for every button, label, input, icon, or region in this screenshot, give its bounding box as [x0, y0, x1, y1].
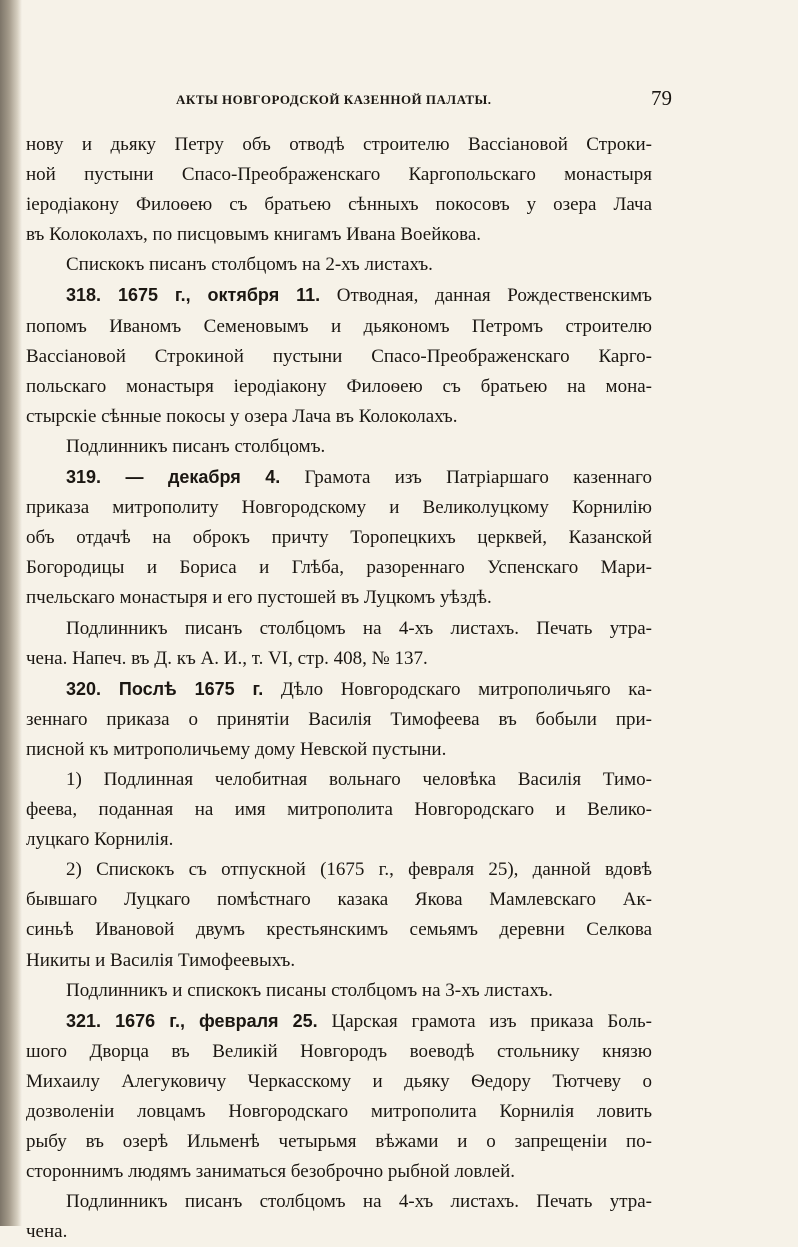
line-text: попомъ Иваномъ Семеновымъ и дьякономъ Петромъ строителю — [26, 315, 652, 337]
text-line — [26, 915, 652, 945]
entry-heading: 318. 1675 г., октября 11. — [66, 285, 321, 306]
page-header — [176, 86, 672, 118]
line-text: бывшаго Луцкаго помѣстнаго казака Якова Мамлевскаго Ак- — [26, 889, 652, 911]
text-line — [26, 553, 652, 583]
line-text: феева, поданная на имя митрополита Новгородскаго и Велико- — [26, 799, 652, 821]
line-text: зеннаго приказа о принятіи Василія Тимофеева въ бобыли при- — [26, 708, 652, 730]
text-line — [26, 614, 652, 644]
text-line — [26, 1097, 652, 1127]
entry-heading: 321. 1676 г., февраля 25. — [66, 1010, 318, 1031]
text-line — [26, 1037, 652, 1067]
text-line — [26, 402, 652, 432]
text-line — [26, 1127, 652, 1157]
text-line — [26, 946, 652, 976]
text-line — [26, 1217, 652, 1247]
line-text: Подлинникъ писанъ столбцомъ на 4-хъ листахъ. Печать утра- — [66, 1191, 652, 1213]
line-text: шого Дворца въ Великій Новгородъ воеводѣ стольнику князю — [26, 1040, 652, 1062]
text-line — [26, 855, 652, 885]
line-text: Михаилу Алегуковичу Черкасскому и дьяку Ѳедору Тютчеву о — [26, 1070, 652, 1092]
line-text: пчельскаго монастыря и его пустошей въ Луцкомъ уѣздѣ. — [26, 587, 492, 609]
text-line — [26, 432, 652, 462]
line-text: Подлинникъ писанъ столбцомъ. — [66, 435, 326, 457]
line-text: іеродіакону Филоѳею съ братьею сѣнныхъ покосовъ у озера Лача — [26, 194, 652, 216]
line-text: 2) Спискокъ съ отпускной (1675 г., февраля 25), данной вдовѣ — [66, 859, 652, 881]
line-text: стырскіе сѣнные покосы у озера Лача въ Колоколахъ. — [26, 405, 458, 427]
text-line — [26, 250, 652, 280]
text-line — [26, 795, 652, 825]
line-text: ной пустыни Спасо-Преображенскаго Каргопольскаго монастыря — [26, 164, 652, 186]
line-text: Царская грамота изъ приказа Боль- — [317, 1010, 652, 1032]
text-line — [26, 583, 652, 613]
text-line — [26, 825, 652, 855]
entry-heading: 320. Послѣ 1675 г. — [66, 678, 264, 699]
line-text: Подлинникъ писанъ столбцомъ на 4-хъ листахъ. Печать утра- — [66, 617, 652, 639]
line-text: объ отдачѣ на оброкъ причту Торопецкихъ церквей, Казанской — [26, 527, 652, 549]
text-line — [26, 1187, 652, 1217]
text-line — [26, 312, 652, 342]
text-line — [26, 280, 652, 311]
line-text: Вассіановой Строкиной пустыни Спасо-Преображенскаго Карго- — [26, 345, 652, 367]
line-text: въ Колоколахъ, по писцовымъ книгамъ Ивана Воейкова. — [26, 224, 482, 246]
line-text: Отводная, данная Рождественскимъ — [320, 285, 652, 307]
text-line — [26, 372, 652, 402]
line-text: Грамота изъ Патріаршаго казеннаго — [280, 467, 652, 489]
text-line — [26, 1157, 652, 1187]
text-line — [26, 523, 652, 553]
line-text: чена. Напеч. въ Д. къ А. И., т. VI, стр. 408, № 137. — [26, 647, 428, 669]
line-text: Спискокъ писанъ столбцомъ на 2-хъ листахъ. — [66, 254, 433, 276]
text-line — [26, 1006, 652, 1037]
text-line — [26, 493, 652, 523]
book-page — [26, 0, 672, 1243]
line-text: Подлинникъ и спискокъ писаны столбцомъ на 3-хъ листахъ. — [66, 979, 553, 1001]
text-line — [26, 885, 652, 915]
text-line — [26, 976, 652, 1006]
text-line — [26, 674, 652, 705]
line-text: стороннимъ людямъ заниматься безоброчно рыбной ловлей. — [26, 1161, 515, 1183]
text-line — [26, 462, 652, 493]
text-line — [26, 765, 652, 795]
book-spine-shadow — [0, 0, 22, 1226]
text-line — [26, 130, 652, 160]
line-text: 1) Подлинная челобитная вольнаго человѣка Василія Тимо- — [66, 768, 652, 790]
line-text: чена. — [26, 1221, 68, 1243]
text-line — [26, 644, 652, 674]
line-text: писной къ митрополичьему дому Невской пустыни. — [26, 738, 447, 760]
body-text — [26, 130, 652, 1247]
line-text: Никиты и Василія Тимофеевыхъ. — [26, 949, 296, 971]
line-text: дозволеніи ловцамъ Новгородскаго митрополита Корнилія ловить — [26, 1101, 652, 1122]
text-line — [26, 705, 652, 735]
line-text: луцкаго Корнилія. — [26, 829, 174, 851]
page-number: 79 — [651, 86, 672, 110]
text-line — [26, 220, 652, 250]
line-text: приказа митрополиту Новгородскому и Великолуцкому Корнилію — [26, 497, 652, 519]
entry-heading: 319. — декабря 4. — [66, 467, 281, 488]
text-line — [26, 1067, 652, 1097]
text-line — [26, 735, 652, 765]
line-text: Дѣло Новгородскаго митрополичьяго ка- — [263, 678, 652, 700]
line-text: польскаго монастыря іеродіакону Филоѳею съ братьею на мона- — [26, 375, 652, 397]
line-text: нову и дьяку Петру объ отводѣ строителю Вассіановой Строки- — [26, 134, 652, 155]
line-text: Богородицы и Бориса и Глѣба, разореннаго Успенскаго Мари- — [26, 557, 652, 579]
text-line — [26, 160, 652, 190]
text-line — [26, 342, 652, 372]
text-line — [26, 190, 652, 220]
running-title: АКТЫ НОВГОРОДСКОЙ КАЗЕННОЙ ПАЛАТЫ. — [176, 92, 492, 107]
line-text: синьѣ Ивановой двумъ крестьянскимъ семьямъ деревни Селкова — [26, 919, 652, 941]
line-text: рыбу въ озерѣ Ильменѣ четырьмя вѣжами и о запрещеніи по- — [26, 1131, 652, 1153]
